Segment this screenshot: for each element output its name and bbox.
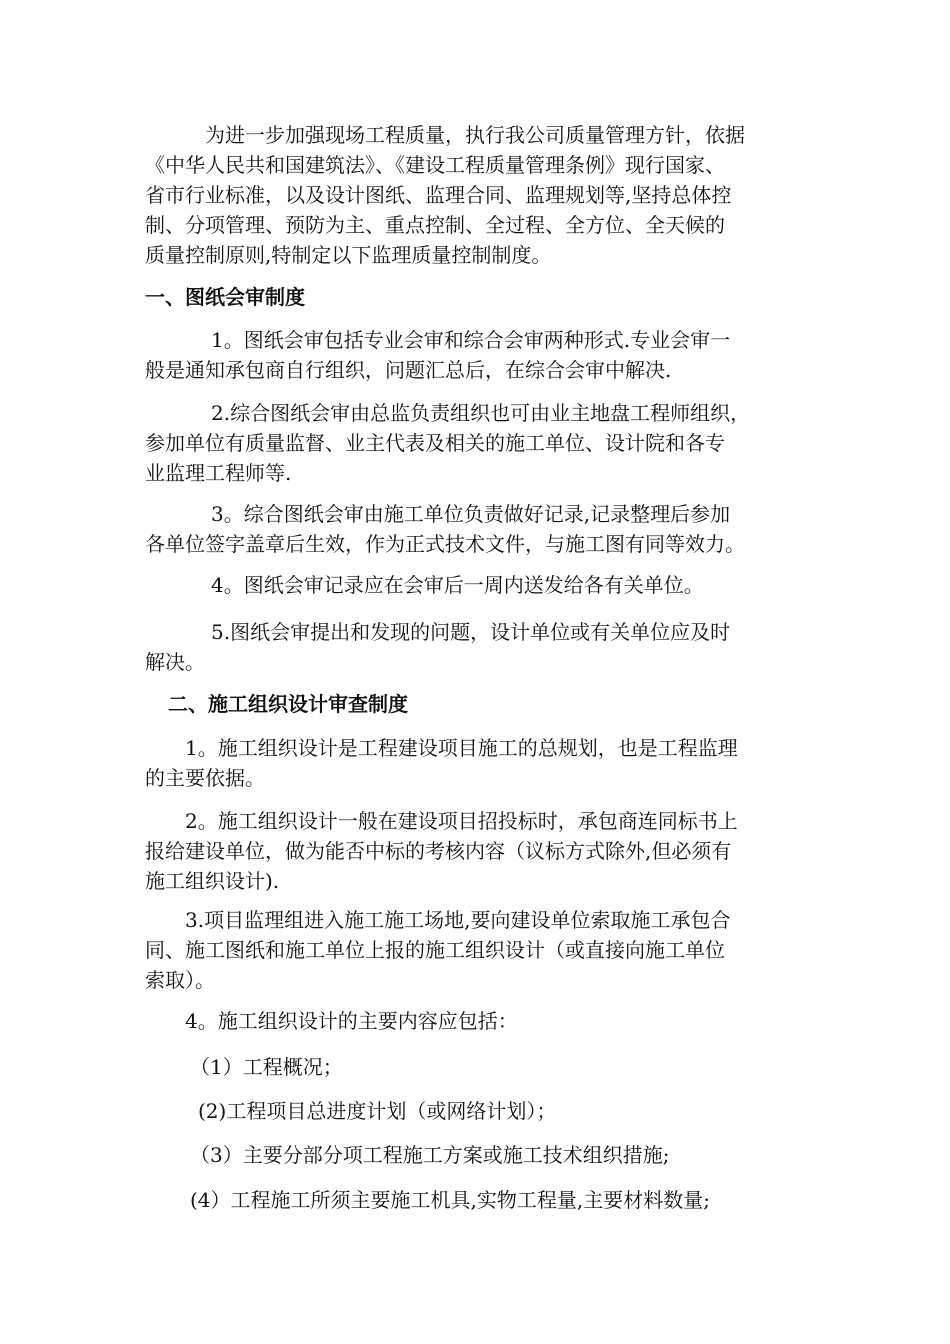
- section2-subitem-3: [190, 1140, 850, 1170]
- section-heading-drawing-review: 一、图纸会审制度: [145, 285, 305, 309]
- text-line: 为进一步加强现场工程质量，执行我公司质量管理方针，依据: [205, 123, 745, 147]
- text-line: （1）工程概况；: [190, 1055, 343, 1079]
- text-line: 1。图纸会审包括专业会审和综合会审两种形式.专业会审一: [211, 328, 731, 352]
- text-line: 业监理工程师等.: [145, 461, 292, 485]
- text-line: 4。图纸会审记录应在会审后一周内送发给各有关单位。: [211, 573, 704, 597]
- text-line: 1。施工组织设计是工程建设项目施工的总规划，也是工程监理: [185, 736, 738, 760]
- text-line: （3）主要分部分项工程施工方案或施工技术组织措施;: [190, 1143, 670, 1167]
- text-line: 同、施工图纸和施工单位上报的施工组织设计（或直接向施工单位: [145, 938, 725, 962]
- text-line: 3.项目监理组进入施工施工场地,要向建设单位索取施工承包合: [185, 908, 731, 932]
- text-line: 施工组织设计).: [145, 869, 280, 893]
- section1-item-1: [145, 325, 805, 385]
- text-line: 制、分项管理、预防为主、重点控制、全过程、全方位、全天候的: [145, 213, 725, 237]
- text-line: 2.综合图纸会审由总监负责组织也可由业主地盘工程师组织，: [211, 401, 751, 425]
- text-line: (4）工程施工所须主要施工机具,实物工程量,主要材料数量;: [190, 1188, 710, 1212]
- section2-item-4: [145, 1006, 805, 1036]
- section1-item-5: [145, 617, 805, 677]
- section2-subitem-1: [190, 1052, 850, 1082]
- text-line: 4。施工组织设计的主要内容应包括：: [185, 1009, 518, 1033]
- section1-item-2: [145, 398, 805, 488]
- text-line: 质量控制原则,特制定以下监理质量控制制度。: [145, 243, 552, 267]
- text-line: 省市行业标准，以及设计图纸、监理合同、监理规划等,坚持总体控: [145, 183, 732, 207]
- section2-item-3: [145, 905, 805, 995]
- section1-item-3: [145, 499, 805, 559]
- section-heading-construction-design-review: 二、施工组织设计审查制度: [168, 692, 408, 716]
- text-line: 般是通知承包商自行组织，问题汇总后，在综合会审中解决.: [145, 358, 672, 382]
- text-line: 2。施工组织设计一般在建设项目招投标时，承包商连同标书上: [185, 809, 738, 833]
- text-line: 解决。: [145, 650, 205, 674]
- section2-subitem-4: [190, 1185, 850, 1215]
- text-line: 报给建设单位，做为能否中标的考核内容（议标方式除外,但必须有: [145, 839, 732, 863]
- section2-item-1: [145, 733, 805, 793]
- section1-item-4: [145, 570, 805, 600]
- text-line: (2)工程项目总进度计划（或网络计划）；: [198, 1099, 557, 1123]
- text-line: 各单位签字盖章后生效，作为正式技术文件，与施工图有同等效力。: [145, 532, 745, 556]
- text-line: 《中华人民共和国建筑法》、《建设工程质量管理条例》现行国家、: [145, 153, 725, 177]
- section2-item-2: [145, 806, 805, 896]
- text-line: 3。综合图纸会审由施工单位负责做好记录,记录整理后参加: [211, 502, 731, 526]
- text-line: 的主要依据。: [145, 766, 265, 790]
- intro-paragraph: [145, 120, 805, 270]
- text-line: 索取）。: [145, 968, 215, 992]
- section2-subitem-2: [198, 1096, 858, 1126]
- text-line: 5.图纸会审提出和发现的问题，设计单位或有关单位应及时: [211, 620, 731, 644]
- text-line: 参加单位有质量监督、业主代表及相关的施工单位、设计院和各专: [145, 431, 725, 455]
